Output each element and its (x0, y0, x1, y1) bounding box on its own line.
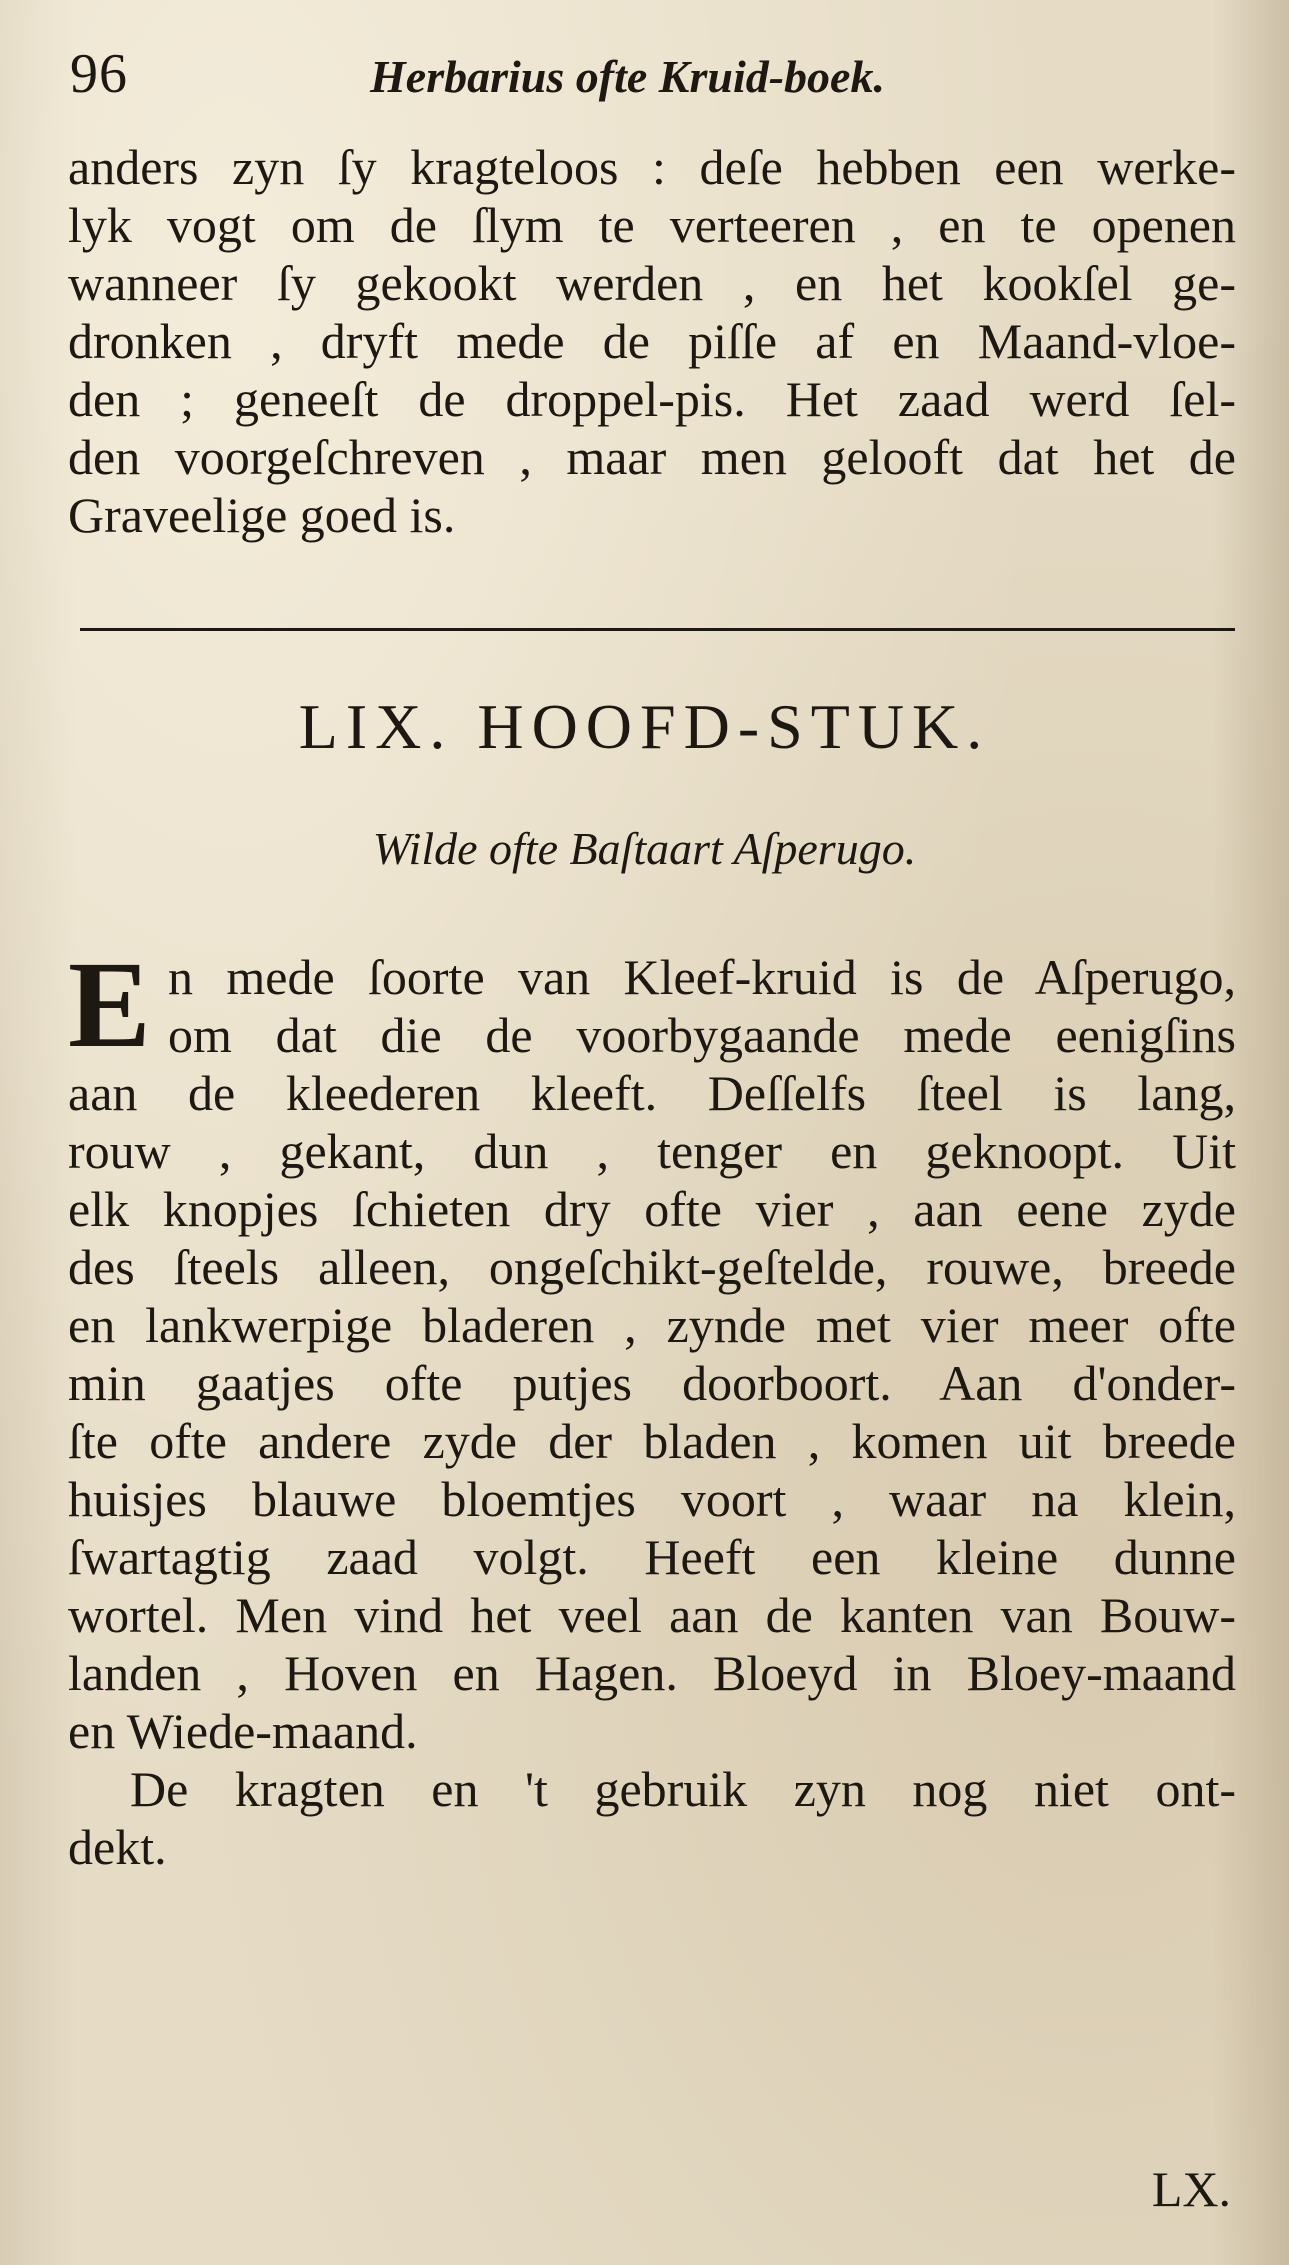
running-title: Herbarius ofte Kruid-boek. (370, 51, 885, 102)
chapter-subtitle: Wilde ofte Baſtaart Aſperugo. (372, 823, 917, 874)
previous-chapter-ending (68, 138, 1236, 544)
text-line: anders zyn ſy kragteloos : deſe hebben een werke- (68, 139, 1236, 195)
text-line: en lankwerpige bladeren , zynde met vier meer ofte (68, 1297, 1236, 1353)
catchword: LX. (1151, 2161, 1231, 2217)
text-line: ſwartagtig zaad volgt. Heeft een kleine dunne (68, 1529, 1236, 1585)
text-line: huisjes blauwe bloemtjes voort , waar na klein, (68, 1471, 1236, 1527)
section-divider-rule (80, 628, 1235, 631)
text-line: rouw , gekant, dun , tenger en geknoopt. Uit (68, 1123, 1236, 1179)
text-line: n mede ſoorte van Kleef-kruid is de Aſperugo, (168, 949, 1236, 1005)
text-line: aan de kleederen kleeft. Deſſelfs ſteel is lang, (68, 1065, 1236, 1121)
text-line: elk knopjes ſchieten dry ofte vier , aan eene zyde (68, 1181, 1236, 1237)
chapter-body (68, 936, 1236, 1876)
chapter-title: LIX. HOOFD-STUK. (298, 691, 991, 762)
page-header (70, 42, 1230, 122)
page-number: 96 (70, 43, 128, 105)
text-line: ſte ofte andere zyde der bladen , komen uit breede (68, 1413, 1236, 1469)
text-line: min gaatjes ofte putjes doorboort. Aan d'onder- (68, 1355, 1236, 1411)
text-line: De kragten en 't gebruik zyn nog niet ont- (130, 1761, 1236, 1817)
text-line: des ſteels alleen, ongeſchikt-geſtelde, rouwe, breede (68, 1239, 1236, 1295)
text-line: lyk vogt om de ſlym te verteeren , en te openen (68, 197, 1236, 253)
text-line: om dat die de voorbygaande mede eenigſins (168, 1007, 1236, 1063)
text-line: den ; geneeſt de droppel-pis. Het zaad werd ſel- (68, 371, 1236, 427)
text-line: dronken , dryft mede de piſſe af en Maand-vloe- (68, 313, 1236, 369)
text-line: wortel. Men vind het veel aan de kanten van Bouw- (68, 1587, 1236, 1643)
text-line: wanneer ſy gekookt werden , en het kookſel ge- (68, 255, 1236, 311)
text-line: den voorgeſchreven , maar men gelooft dat het de (68, 429, 1236, 485)
text-line: en Wiede-maand. (68, 1703, 418, 1759)
text-line: landen , Hoven en Hagen. Bloeyd in Bloey-maand (68, 1645, 1236, 1701)
text-line: dekt. (68, 1819, 167, 1875)
text-line: Graveelige goed is. (68, 487, 456, 543)
drop-cap: E (68, 936, 151, 1073)
